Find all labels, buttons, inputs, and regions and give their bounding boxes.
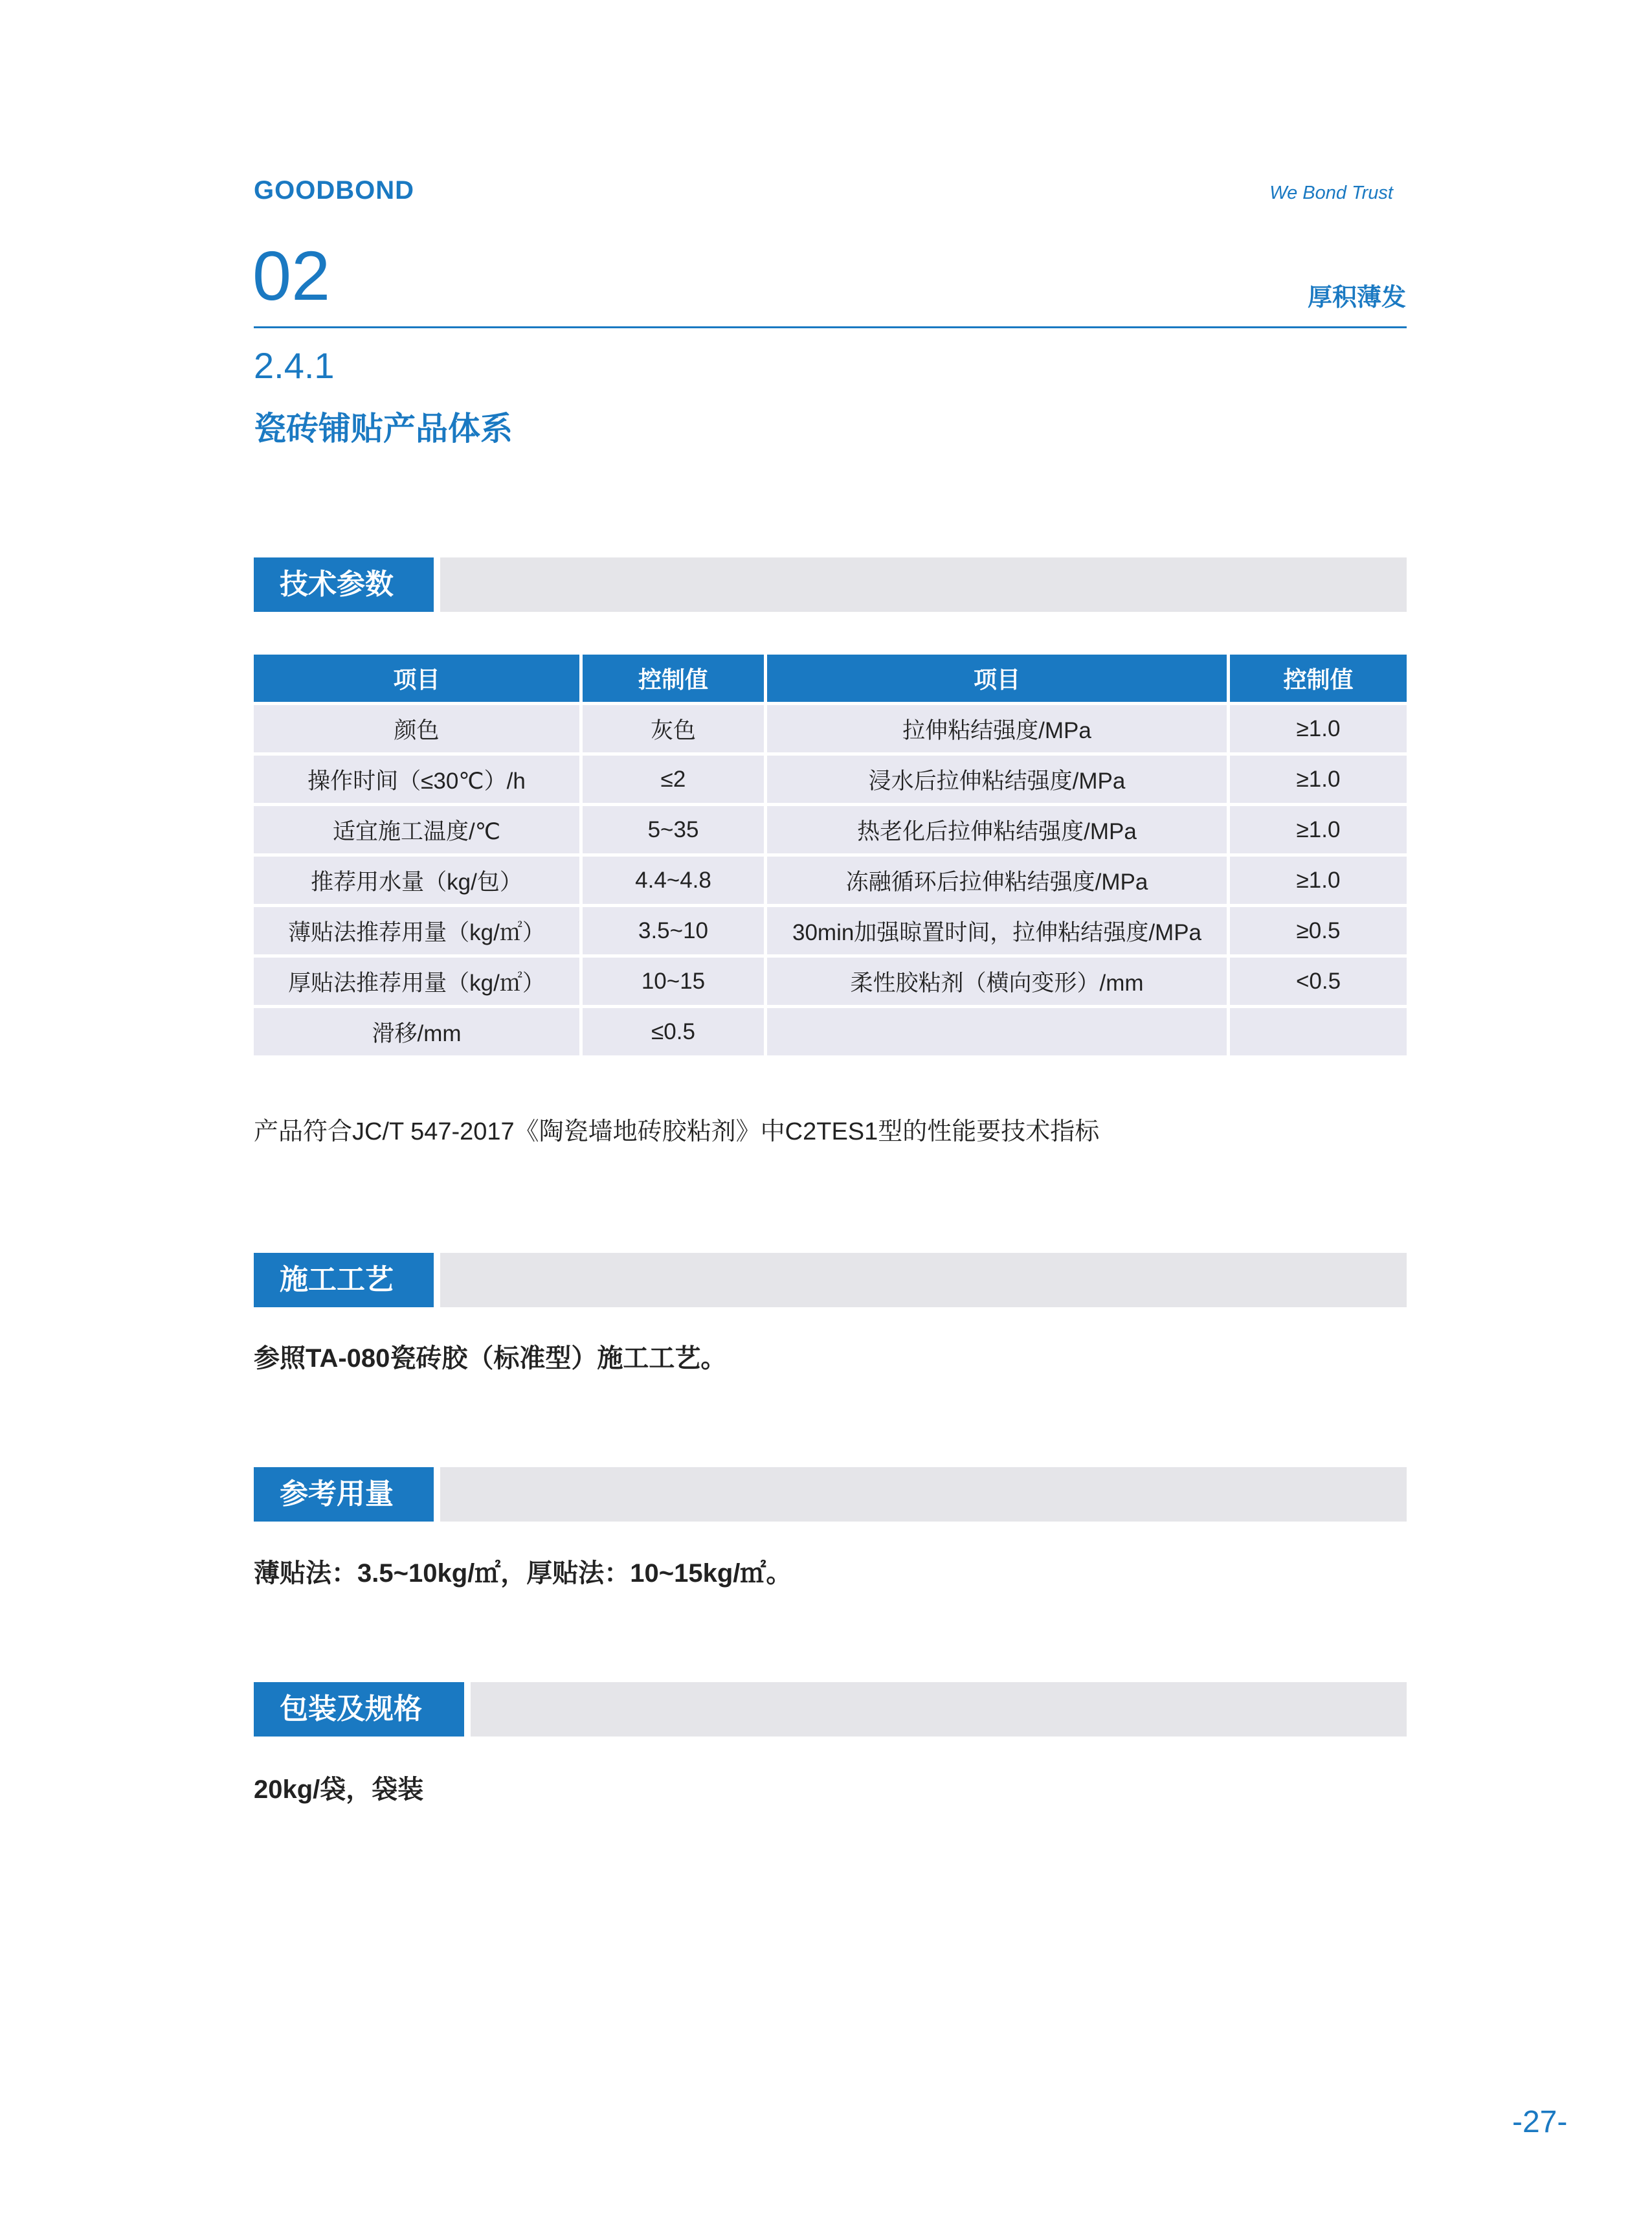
- table-cell: <0.5: [1230, 958, 1407, 1005]
- table-cell: ≥1.0: [1230, 705, 1407, 752]
- packaging-heading: 包装及规格: [254, 1682, 464, 1737]
- slogan: We Bond Trust: [1269, 183, 1393, 203]
- usage-text: 薄贴法：3.5~10kg/㎡，厚贴法：10~15kg/㎡。: [254, 1559, 792, 1588]
- section-number: 2.4.1: [254, 345, 335, 386]
- table-cell: ≤2: [583, 756, 764, 803]
- construction-text: 参照TA-080瓷砖胶（标准型）施工工艺。: [254, 1344, 727, 1373]
- packaging-heading-block: [254, 1682, 1407, 1737]
- usage-heading: 参考用量: [254, 1467, 434, 1522]
- column-header: 项目: [767, 655, 1227, 702]
- table-cell: 推荐用水量（kg/包）: [254, 857, 579, 904]
- table-cell: ≥1.0: [1230, 857, 1407, 904]
- table-cell: 热老化后拉伸粘结强度/MPa: [767, 806, 1227, 853]
- tech-params-heading-bar: [440, 557, 1407, 612]
- table-cell: 灰色: [583, 705, 764, 752]
- table-row: [254, 907, 1407, 954]
- chapter-number: 02: [252, 236, 331, 315]
- table-cell: 3.5~10: [583, 907, 764, 954]
- table-cell: 柔性胶粘剂（横向变形）/mm: [767, 958, 1227, 1005]
- table-cell: 冻融循环后拉伸粘结强度/MPa: [767, 857, 1227, 904]
- table-cell: ≥0.5: [1230, 907, 1407, 954]
- table-cell: 薄贴法推荐用量（kg/㎡）: [254, 907, 579, 954]
- usage-heading-bar: [440, 1467, 1407, 1522]
- construction-heading-bar: [440, 1253, 1407, 1307]
- page-number: -27-: [1512, 2105, 1568, 2139]
- tech-params-heading: 技术参数: [254, 557, 434, 612]
- table-row: [254, 1008, 1407, 1055]
- table-row: [254, 806, 1407, 853]
- table-row: [254, 958, 1407, 1005]
- packaging-text: 20kg/袋，袋装: [254, 1775, 424, 1804]
- table-header-row: [254, 655, 1407, 702]
- brand-logo-text: GOODBOND: [254, 176, 414, 205]
- table-cell: 滑移/mm: [254, 1008, 579, 1055]
- construction-heading: 施工工艺: [254, 1253, 434, 1307]
- packaging-heading-bar: [471, 1682, 1407, 1737]
- chapter-name: 厚积薄发: [1307, 284, 1406, 311]
- construction-heading-block: [254, 1253, 1407, 1307]
- tech-params-heading-block: [254, 557, 1407, 612]
- usage-heading-block: [254, 1467, 1407, 1522]
- table-cell: 适宜施工温度/℃: [254, 806, 579, 853]
- table-cell: 10~15: [583, 958, 764, 1005]
- table-cell: ≥1.0: [1230, 756, 1407, 803]
- table-cell: 厚贴法推荐用量（kg/㎡）: [254, 958, 579, 1005]
- table-cell: [767, 1008, 1227, 1055]
- table-cell: ≥1.0: [1230, 806, 1407, 853]
- column-header: 控制值: [583, 655, 764, 702]
- table-cell: 30min加强晾置时间，拉伸粘结强度/MPa: [767, 907, 1227, 954]
- table-cell: 拉伸粘结强度/MPa: [767, 705, 1227, 752]
- table-cell: 浸水后拉伸粘结强度/MPa: [767, 756, 1227, 803]
- table-row: [254, 857, 1407, 904]
- table-cell: 4.4~4.8: [583, 857, 764, 904]
- tech-params-table: [251, 651, 1410, 1059]
- table-row: [254, 705, 1407, 752]
- table-cell: ≤0.5: [583, 1008, 764, 1055]
- table-cell: 5~35: [583, 806, 764, 853]
- table-row: [254, 756, 1407, 803]
- column-header: 项目: [254, 655, 579, 702]
- standard-note: 产品符合JC/T 547-2017《陶瓷墙地砖胶粘剂》中C2TES1型的性能要技术指标: [254, 1118, 1100, 1145]
- table-cell: 操作时间（≤30℃）/h: [254, 756, 579, 803]
- header-divider: [254, 326, 1407, 328]
- column-header: 控制值: [1230, 655, 1407, 702]
- table-cell: 颜色: [254, 705, 579, 752]
- table-cell: [1230, 1008, 1407, 1055]
- section-title: 瓷砖铺贴产品体系: [254, 410, 513, 447]
